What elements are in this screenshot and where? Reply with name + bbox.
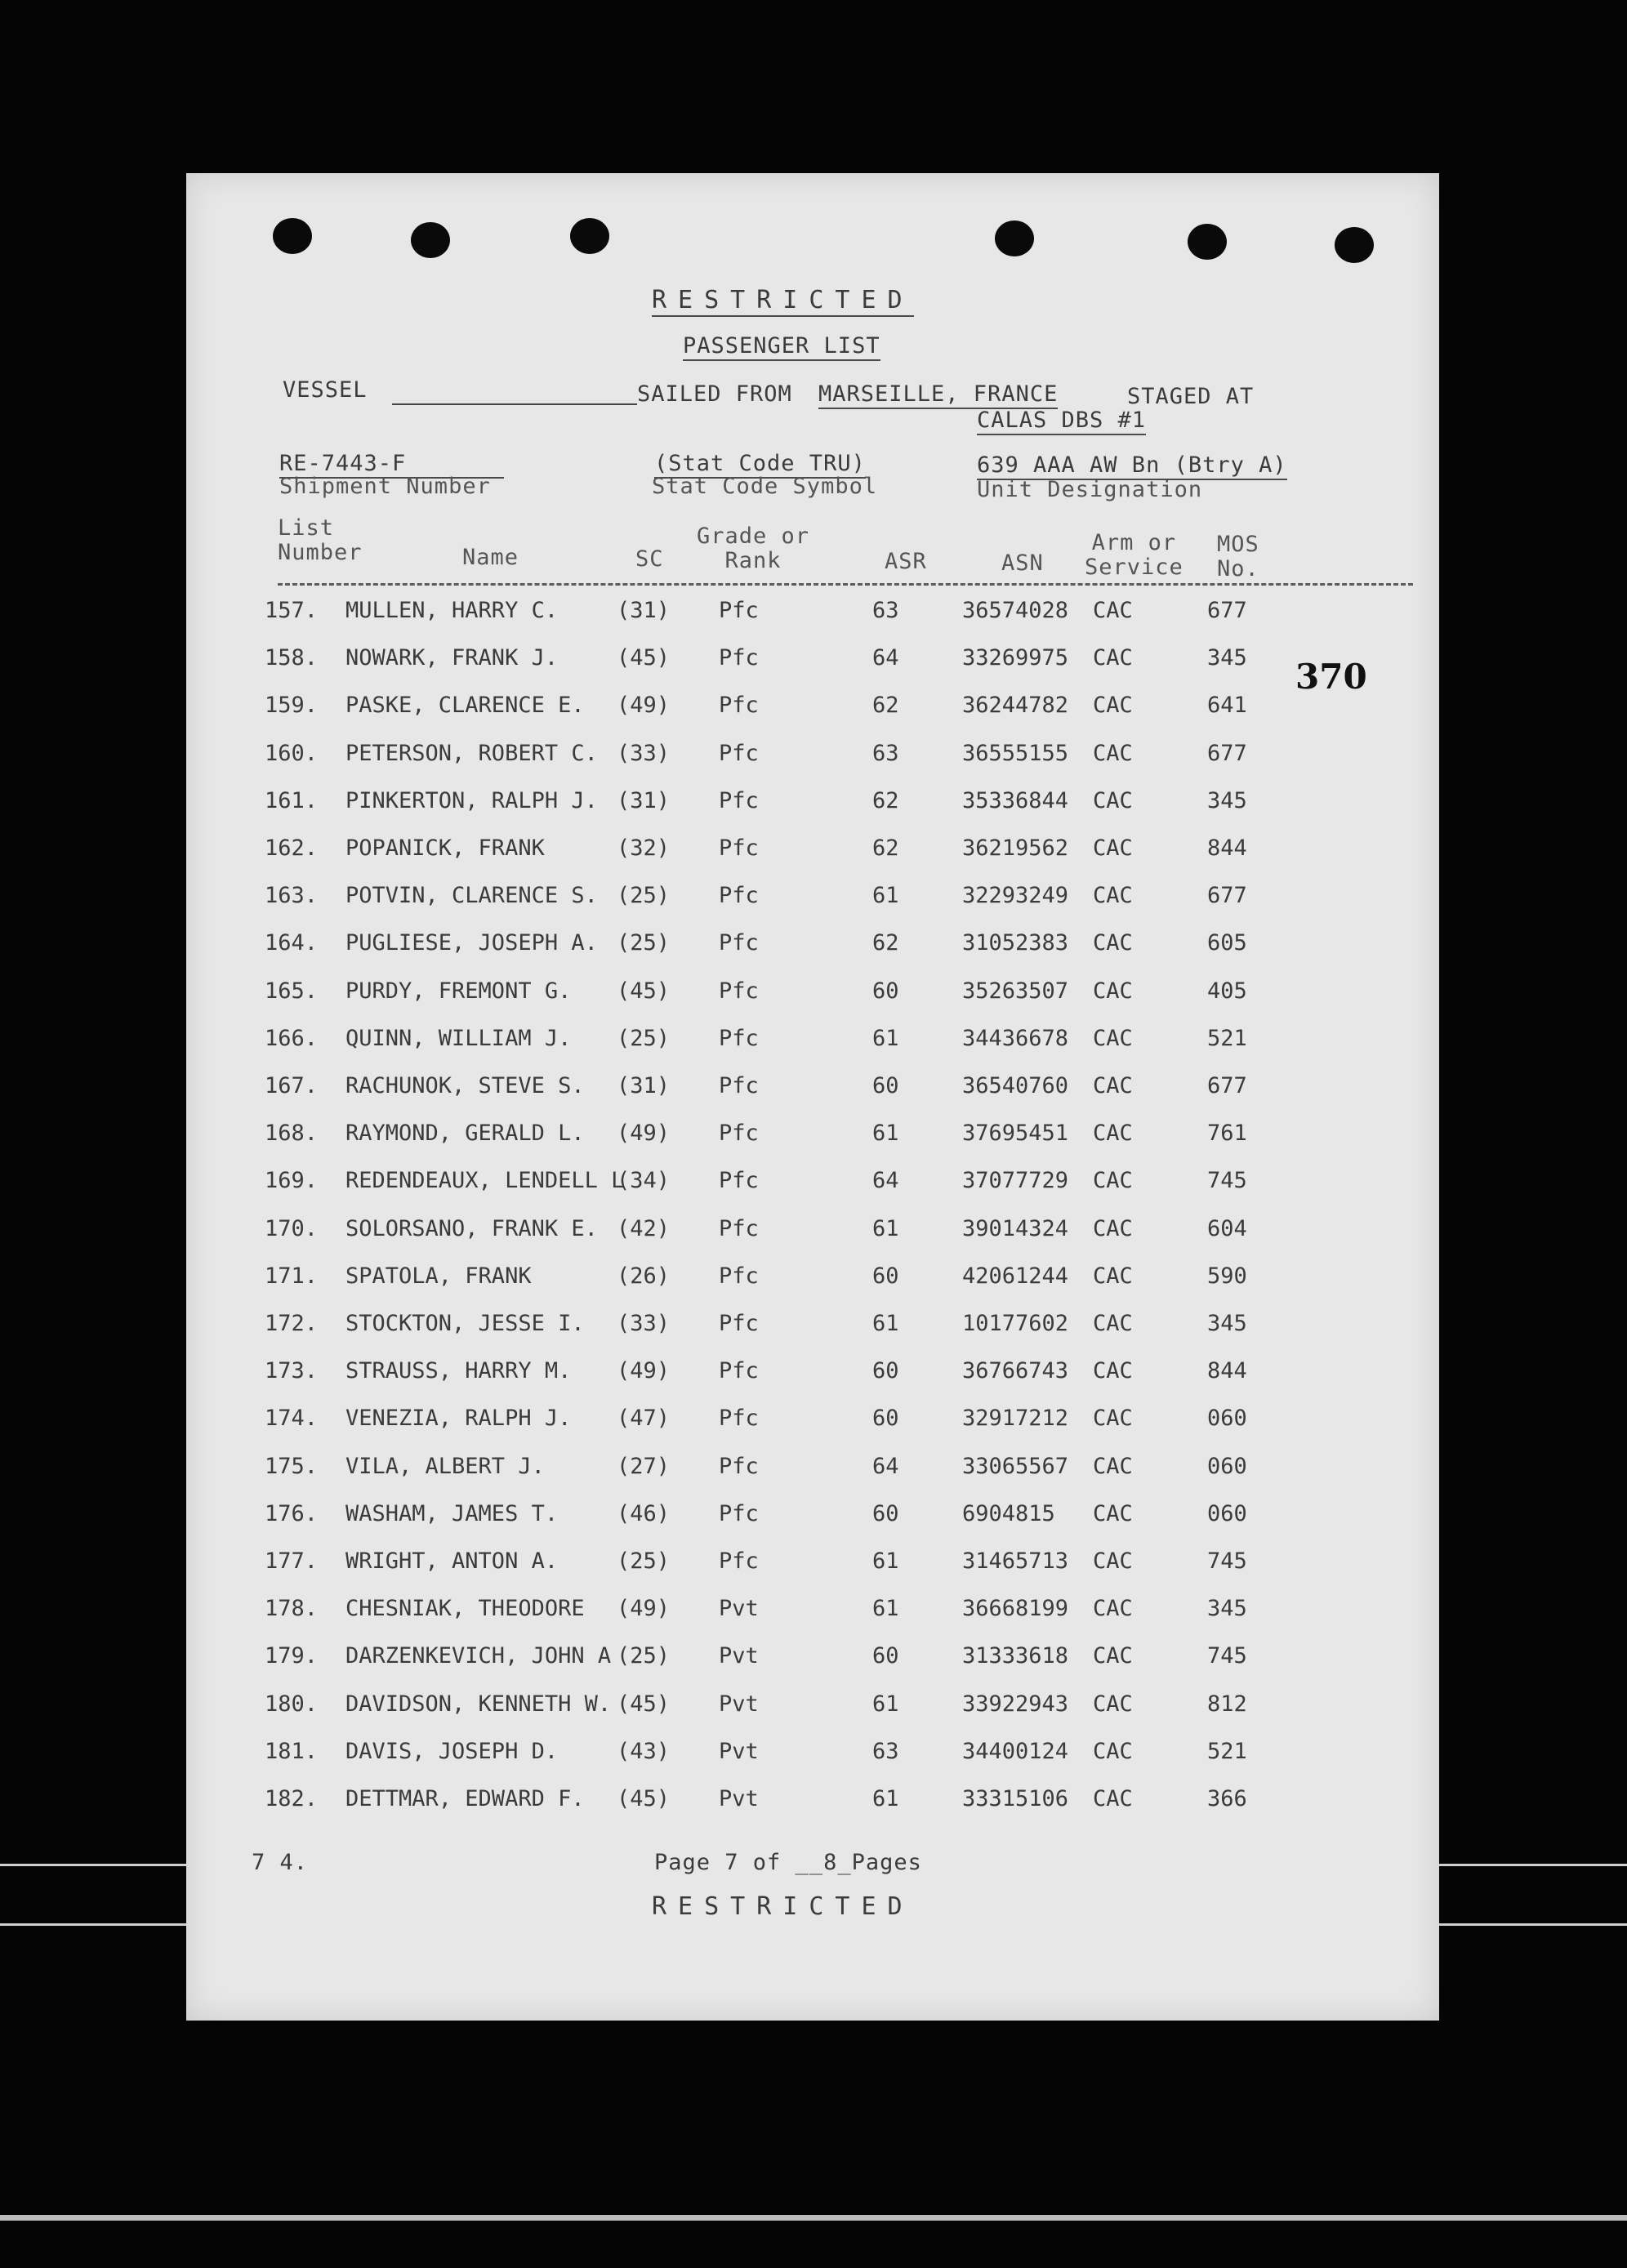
- row-mos: 405: [1207, 978, 1247, 1004]
- shipment-number-label: Shipment Number: [279, 474, 491, 499]
- row-list-number: 166.: [265, 1026, 319, 1051]
- punch-hole: [273, 218, 312, 254]
- row-grade: Pvt: [719, 1691, 759, 1717]
- row-list-number: 163.: [265, 883, 319, 908]
- row-sc: (25): [617, 1026, 671, 1051]
- row-asn: 32917212: [962, 1406, 1069, 1431]
- classification-top: RESTRICTED: [652, 286, 914, 317]
- row-asn: 33269975: [962, 645, 1069, 671]
- row-asr: 60: [872, 1501, 899, 1526]
- row-arm: CAC: [1093, 835, 1133, 861]
- row-grade: Pfc: [719, 1548, 759, 1574]
- row-mos: 745: [1207, 1548, 1247, 1574]
- punch-hole: [570, 218, 609, 254]
- row-name: STRAUSS, HARRY M.: [345, 1358, 572, 1384]
- row-asr: 61: [872, 1121, 899, 1146]
- row-grade: Pfc: [719, 1168, 759, 1193]
- row-arm: CAC: [1093, 1168, 1133, 1193]
- row-name: VILA, ALBERT J.: [345, 1454, 545, 1479]
- table-row: [186, 741, 1439, 773]
- row-name: RACHUNOK, STEVE S.: [345, 1073, 585, 1098]
- classification-bottom: RESTRICTED: [652, 1892, 914, 1921]
- row-name: PUGLIESE, JOSEPH A.: [345, 930, 598, 956]
- row-asn: 37077729: [962, 1168, 1069, 1193]
- row-sc: (27): [617, 1454, 671, 1479]
- row-name: CHESNIAK, THEODORE: [345, 1596, 585, 1621]
- row-grade: Pvt: [719, 1739, 759, 1764]
- row-mos: 366: [1207, 1786, 1247, 1811]
- table-row: [186, 1596, 1439, 1629]
- row-arm: CAC: [1093, 1358, 1133, 1384]
- table-row: [186, 1263, 1439, 1296]
- row-name: VENEZIA, RALPH J.: [345, 1406, 572, 1431]
- shipment-number: RE-7443-F: [279, 451, 504, 479]
- row-asr: 62: [872, 930, 899, 956]
- table-row: [186, 1786, 1439, 1819]
- row-arm: CAC: [1093, 1026, 1133, 1051]
- row-name: POTVIN, CLARENCE S.: [345, 883, 598, 908]
- table-row: [186, 1073, 1439, 1106]
- row-arm: CAC: [1093, 1643, 1133, 1669]
- punch-hole: [411, 222, 450, 258]
- row-sc: (33): [617, 741, 671, 766]
- row-mos: 844: [1207, 835, 1247, 861]
- row-sc: (49): [617, 1358, 671, 1384]
- table-row: [186, 835, 1439, 868]
- row-grade: Pfc: [719, 1073, 759, 1098]
- row-asn: 31052383: [962, 930, 1069, 956]
- table-row: [186, 1691, 1439, 1724]
- row-mos: 345: [1207, 1311, 1247, 1336]
- row-grade: Pfc: [719, 1026, 759, 1051]
- staged-at-value: CALAS DBS #1: [977, 408, 1146, 435]
- row-arm: CAC: [1093, 1073, 1133, 1098]
- row-list-number: 170.: [265, 1216, 319, 1241]
- row-arm: CAC: [1093, 1739, 1133, 1764]
- row-list-number: 182.: [265, 1786, 319, 1811]
- vessel-blank: [392, 403, 637, 405]
- row-asn: 10177602: [962, 1311, 1069, 1336]
- row-mos: 345: [1207, 1596, 1247, 1621]
- table-row: [186, 1168, 1439, 1201]
- table-row: [186, 978, 1439, 1011]
- row-asr: 60: [872, 1263, 899, 1289]
- row-asn: 36219562: [962, 835, 1069, 861]
- row-mos: 761: [1207, 1121, 1247, 1146]
- row-name: RAYMOND, GERALD L.: [345, 1121, 585, 1146]
- row-list-number: 161.: [265, 788, 319, 813]
- row-asr: 62: [872, 693, 899, 718]
- row-list-number: 181.: [265, 1739, 319, 1764]
- row-sc: (49): [617, 1121, 671, 1146]
- row-arm: CAC: [1093, 1263, 1133, 1289]
- row-name: PASKE, CLARENCE E.: [345, 693, 585, 718]
- row-name: PETERSON, ROBERT C.: [345, 741, 598, 766]
- row-asn: 36555155: [962, 741, 1069, 766]
- row-name: QUINN, WILLIAM J.: [345, 1026, 572, 1051]
- row-grade: Pfc: [719, 1263, 759, 1289]
- row-arm: CAC: [1093, 1548, 1133, 1574]
- table-row: [186, 1358, 1439, 1391]
- row-asn: 31465713: [962, 1548, 1069, 1574]
- row-asr: 63: [872, 1739, 899, 1764]
- row-arm: CAC: [1093, 788, 1133, 813]
- row-mos: 677: [1207, 741, 1247, 766]
- row-asn: 36244782: [962, 693, 1069, 718]
- row-asr: 60: [872, 1643, 899, 1669]
- row-list-number: 174.: [265, 1406, 319, 1431]
- row-name: WASHAM, JAMES T.: [345, 1501, 559, 1526]
- row-asr: 64: [872, 1454, 899, 1479]
- row-list-number: 164.: [265, 930, 319, 956]
- col-asr: ASR: [885, 549, 927, 574]
- row-list-number: 180.: [265, 1691, 319, 1717]
- row-sc: (31): [617, 1073, 671, 1098]
- row-arm: CAC: [1093, 693, 1133, 718]
- row-asn: 6904815: [962, 1501, 1055, 1526]
- table-row: [186, 1216, 1439, 1249]
- row-sc: (33): [617, 1311, 671, 1336]
- table-row: [186, 693, 1439, 725]
- unit-designation: 639 AAA AW Bn (Btry A): [977, 452, 1287, 480]
- sailed-from-value: MARSEILLE, FRANCE: [818, 381, 1058, 409]
- row-mos: 060: [1207, 1454, 1247, 1479]
- punch-hole: [1188, 224, 1227, 260]
- row-mos: 604: [1207, 1216, 1247, 1241]
- row-mos: 590: [1207, 1263, 1247, 1289]
- row-name: MULLEN, HARRY C.: [345, 598, 559, 623]
- row-asn: 35263507: [962, 978, 1069, 1004]
- table-row: [186, 883, 1439, 916]
- row-asn: 34400124: [962, 1739, 1069, 1764]
- row-asn: 36668199: [962, 1596, 1069, 1621]
- row-asr: 61: [872, 1311, 899, 1336]
- row-grade: Pfc: [719, 645, 759, 671]
- row-list-number: 178.: [265, 1596, 319, 1621]
- row-mos: 345: [1207, 788, 1247, 813]
- row-mos: 677: [1207, 883, 1247, 908]
- row-sc: (26): [617, 1263, 671, 1289]
- row-asr: 63: [872, 741, 899, 766]
- row-asn: 36766743: [962, 1358, 1069, 1384]
- row-arm: CAC: [1093, 1311, 1133, 1336]
- row-mos: 521: [1207, 1739, 1247, 1764]
- row-asn: 42061244: [962, 1263, 1069, 1289]
- row-sc: (25): [617, 1548, 671, 1574]
- row-name: PINKERTON, RALPH J.: [345, 788, 598, 813]
- row-list-number: 169.: [265, 1168, 319, 1193]
- row-asn: 39014324: [962, 1216, 1069, 1241]
- row-arm: CAC: [1093, 1786, 1133, 1811]
- table-row: [186, 1739, 1439, 1771]
- row-grade: Pfc: [719, 741, 759, 766]
- row-asn: 33065567: [962, 1454, 1069, 1479]
- row-name: REDENDEAUX, LENDELL L: [345, 1168, 625, 1193]
- table-row: [186, 1454, 1439, 1486]
- row-arm: CAC: [1093, 1501, 1133, 1526]
- row-arm: CAC: [1093, 598, 1133, 623]
- row-asn: 35336844: [962, 788, 1069, 813]
- row-sc: (47): [617, 1406, 671, 1431]
- row-mos: 060: [1207, 1501, 1247, 1526]
- table-row: [186, 788, 1439, 821]
- row-grade: Pfc: [719, 788, 759, 813]
- row-list-number: 159.: [265, 693, 319, 718]
- row-name: PURDY, FREMONT G.: [345, 978, 572, 1004]
- table-row: [186, 1501, 1439, 1534]
- row-mos: 677: [1207, 598, 1247, 623]
- row-asn: 33315106: [962, 1786, 1069, 1811]
- row-arm: CAC: [1093, 978, 1133, 1004]
- row-sc: (49): [617, 693, 671, 718]
- row-grade: Pfc: [719, 1406, 759, 1431]
- row-grade: Pfc: [719, 930, 759, 956]
- table-row: [186, 1121, 1439, 1153]
- row-asn: 33922943: [962, 1691, 1069, 1717]
- row-arm: CAC: [1093, 883, 1133, 908]
- row-grade: Pfc: [719, 1454, 759, 1479]
- row-list-number: 165.: [265, 978, 319, 1004]
- row-list-number: 157.: [265, 598, 319, 623]
- row-asn: 31333618: [962, 1643, 1069, 1669]
- row-mos: 745: [1207, 1168, 1247, 1193]
- row-name: DAVIS, JOSEPH D.: [345, 1739, 559, 1764]
- row-grade: Pvt: [719, 1596, 759, 1621]
- table-row: [186, 598, 1439, 630]
- row-sc: (34): [617, 1168, 671, 1193]
- col-arm: Arm or Service: [1085, 530, 1183, 580]
- row-arm: CAC: [1093, 930, 1133, 956]
- row-list-number: 175.: [265, 1454, 319, 1479]
- unit-designation-label: Unit Designation: [977, 477, 1203, 502]
- row-asr: 60: [872, 1073, 899, 1098]
- table-row: [186, 1406, 1439, 1438]
- row-list-number: 168.: [265, 1121, 319, 1146]
- row-grade: Pvt: [719, 1643, 759, 1669]
- row-grade: Pfc: [719, 1311, 759, 1336]
- row-asr: 61: [872, 1026, 899, 1051]
- row-asr: 61: [872, 1596, 899, 1621]
- row-sc: (43): [617, 1739, 671, 1764]
- table-row: [186, 1548, 1439, 1581]
- row-list-number: 176.: [265, 1501, 319, 1526]
- row-name: POPANICK, FRANK: [345, 835, 545, 861]
- table-row: [186, 1643, 1439, 1676]
- row-arm: CAC: [1093, 741, 1133, 766]
- row-mos: 812: [1207, 1691, 1247, 1717]
- row-mos: 060: [1207, 1406, 1247, 1431]
- punch-hole: [1335, 227, 1374, 263]
- row-asr: 64: [872, 1168, 899, 1193]
- table-row: [186, 1026, 1439, 1058]
- row-sc: (45): [617, 978, 671, 1004]
- row-list-number: 162.: [265, 835, 319, 861]
- row-name: SOLORSANO, FRANK E.: [345, 1216, 598, 1241]
- page-count: Page 7 of __8_Pages: [654, 1850, 922, 1875]
- document-title: PASSENGER LIST: [683, 333, 880, 361]
- row-mos: 745: [1207, 1643, 1247, 1669]
- row-grade: Pfc: [719, 693, 759, 718]
- col-name: Name: [462, 545, 519, 570]
- row-sc: (25): [617, 883, 671, 908]
- row-asr: 61: [872, 1216, 899, 1241]
- footer-mark: 7 4.: [252, 1850, 309, 1875]
- scan-line-bottom: [0, 2215, 1627, 2221]
- row-mos: 345: [1207, 645, 1247, 671]
- stat-code: (Stat Code TRU): [654, 451, 866, 479]
- col-list-number: List Number: [278, 515, 363, 565]
- row-list-number: 171.: [265, 1263, 319, 1289]
- row-name: DARZENKEVICH, JOHN A: [345, 1643, 612, 1669]
- row-asn: 36540760: [962, 1073, 1069, 1098]
- row-name: NOWARK, FRANK J.: [345, 645, 559, 671]
- row-asr: 60: [872, 1358, 899, 1384]
- row-asr: 61: [872, 883, 899, 908]
- stat-code-label: Stat Code Symbol: [652, 474, 878, 499]
- table-row: [186, 930, 1439, 963]
- row-sc: (32): [617, 835, 671, 861]
- row-mos: 521: [1207, 1026, 1247, 1051]
- punch-hole: [995, 221, 1034, 256]
- row-asr: 64: [872, 645, 899, 671]
- row-mos: 641: [1207, 693, 1247, 718]
- row-asr: 61: [872, 1786, 899, 1811]
- row-sc: (31): [617, 788, 671, 813]
- row-grade: Pfc: [719, 1358, 759, 1384]
- row-mos: 605: [1207, 930, 1247, 956]
- row-sc: (31): [617, 598, 671, 623]
- row-list-number: 167.: [265, 1073, 319, 1098]
- row-sc: (49): [617, 1596, 671, 1621]
- staged-at-label: STAGED AT: [1127, 384, 1255, 409]
- row-arm: CAC: [1093, 1691, 1133, 1717]
- row-asn: 36574028: [962, 598, 1069, 623]
- row-arm: CAC: [1093, 1596, 1133, 1621]
- row-sc: (45): [617, 1786, 671, 1811]
- col-grade: Grade or Rank: [697, 524, 810, 573]
- row-sc: (25): [617, 1643, 671, 1669]
- row-asr: 63: [872, 598, 899, 623]
- col-sc: SC: [635, 546, 664, 572]
- table-row: [186, 645, 1439, 678]
- page-stamp: 370: [1295, 657, 1367, 697]
- passenger-list-sheet: [186, 173, 1439, 2021]
- row-grade: Pfc: [719, 835, 759, 861]
- row-list-number: 177.: [265, 1548, 319, 1574]
- row-grade: Pvt: [719, 1786, 759, 1811]
- sailed-from-label: SAILED FROM: [637, 381, 792, 407]
- row-asn: 32293249: [962, 883, 1069, 908]
- row-list-number: 172.: [265, 1311, 319, 1336]
- row-asr: 62: [872, 788, 899, 813]
- header-divider: [278, 583, 1413, 586]
- row-grade: Pfc: [719, 883, 759, 908]
- col-asn: ASN: [1001, 550, 1044, 576]
- row-sc: (45): [617, 1691, 671, 1717]
- row-sc: (45): [617, 645, 671, 671]
- row-sc: (25): [617, 930, 671, 956]
- row-name: DAVIDSON, KENNETH W.: [345, 1691, 612, 1717]
- row-asr: 60: [872, 978, 899, 1004]
- row-name: DETTMAR, EDWARD F.: [345, 1786, 585, 1811]
- row-mos: 677: [1207, 1073, 1247, 1098]
- row-name: SPATOLA, FRANK: [345, 1263, 532, 1289]
- row-mos: 844: [1207, 1358, 1247, 1384]
- col-mos: MOS No.: [1217, 532, 1259, 581]
- row-asr: 60: [872, 1406, 899, 1431]
- table-row: [186, 1311, 1439, 1343]
- row-name: WRIGHT, ANTON A.: [345, 1548, 559, 1574]
- row-asr: 61: [872, 1691, 899, 1717]
- row-arm: CAC: [1093, 645, 1133, 671]
- row-name: STOCKTON, JESSE I.: [345, 1311, 585, 1336]
- row-asn: 37695451: [962, 1121, 1069, 1146]
- row-asn: 34436678: [962, 1026, 1069, 1051]
- row-list-number: 158.: [265, 645, 319, 671]
- row-arm: CAC: [1093, 1121, 1133, 1146]
- row-list-number: 173.: [265, 1358, 319, 1384]
- row-arm: CAC: [1093, 1406, 1133, 1431]
- row-grade: Pfc: [719, 598, 759, 623]
- vessel-label: VESSEL: [283, 377, 368, 403]
- row-list-number: 179.: [265, 1643, 319, 1669]
- row-arm: CAC: [1093, 1216, 1133, 1241]
- row-grade: Pfc: [719, 1216, 759, 1241]
- row-list-number: 160.: [265, 741, 319, 766]
- row-grade: Pfc: [719, 1121, 759, 1146]
- row-arm: CAC: [1093, 1454, 1133, 1479]
- row-grade: Pfc: [719, 978, 759, 1004]
- row-asr: 61: [872, 1548, 899, 1574]
- row-sc: (42): [617, 1216, 671, 1241]
- row-sc: (46): [617, 1501, 671, 1526]
- row-grade: Pfc: [719, 1501, 759, 1526]
- row-asr: 62: [872, 835, 899, 861]
